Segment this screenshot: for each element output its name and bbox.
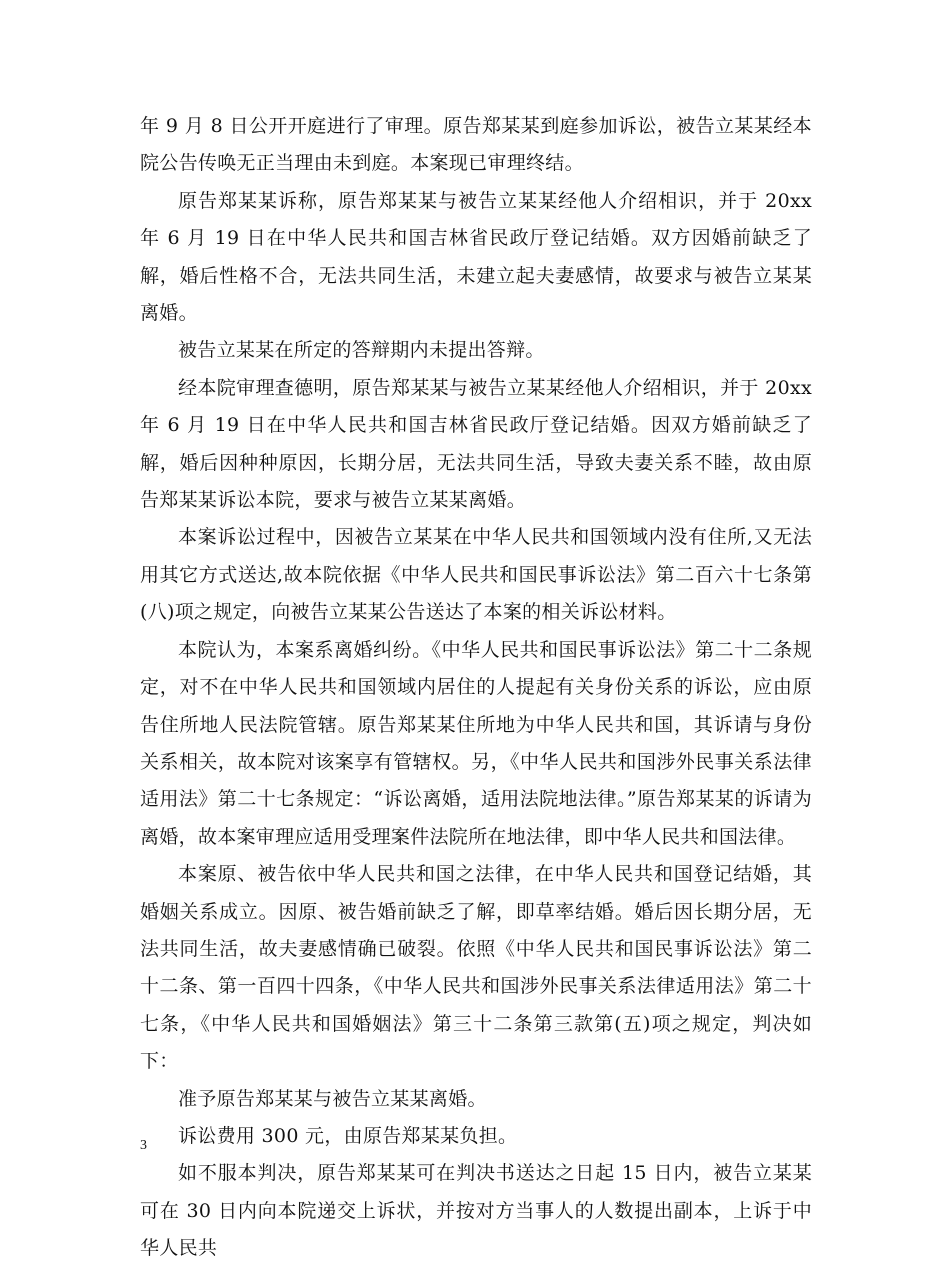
paragraph-legal-basis: 本案原、被告依中华人民共和国之法律，在中华人民共和国登记结婚，其婚姻关系成立。因原、被告婚前缺乏了解，即草率结婚。婚后因长期分居，无法共同生活，故夫妻感情确已破裂。依照《中华人民共和国民事诉讼法》第二十二条、第一百四十四条，《中华人民共和国涉外民事关系法律适用法》第二十七条，《中华人民共和国婚姻法》第三十二条第三款第(五)项之规定，判决如下： [140,863,812,1073]
paragraph-plaintiff-claim: 原告郑某某诉称，原告郑某某与被告立某某经他人介绍相识，并于 20xx 年 6 月 19 日在中华人民共和国吉林省民政厅登记结婚。双方因婚前缺乏了解，婚后性格不合，无法共同生活，未建立起夫妻感情，故要求与被告立某某离婚。 [140,189,812,325]
paragraph-hearing: 年 9 月 8 日公开开庭进行了审理。原告郑某某到庭参加诉讼，被告立某某经本院公告传唤无正当理由未到庭。本案现已审理终结。 [140,115,812,175]
paragraph-court-opinion: 本院认为，本案系离婚纠纷。《中华人民共和国民事诉讼法》第二十二条规定，对不在中华人民共和国领域内居住的人提起有关身份关系的诉讼，应由原告住所地人民法院管辖。原告郑某某住所地为中华人民共和国，其诉请与身份关系相关，故本院对该案享有管辖权。另，《中华人民共和国涉外民事关系法律适用法》第二十七条规定：“诉讼离婚，适用法院地法律。”原告郑某某的诉请为离婚，故本案审理应适用受理案件法院所在地法律，即中华人民共和国法律。 [140,638,812,848]
paragraph-litigation-fee: 诉讼费用 300 元，由原告郑某某负担。 [178,1124,518,1147]
paragraph-appeal-notice: 如不服本判决，原告郑某某可在判决书送达之日起 15 日内，被告立某某可在 30 日内向本院递交上诉状，并按对方当事人的人数提出副本，上诉于中华人民共 [140,1162,812,1260]
paragraph-court-findings: 经本院审理查德明，原告郑某某与被告立某某经他人介绍相识，并于 20xx 年 6 月 19 日在中华人民共和国吉林省民政厅登记结婚。因双方婚前缺乏了解，婚后因种种原因，长期分居，无法共同生活，导致夫妻关系不睦，故由原告郑某某诉讼本院，要求与被告立某某离婚。 [140,376,812,512]
paragraph-defendant-no-reply: 被告立某某在所定的答辩期内未提出答辩。 [178,339,545,362]
paragraph-divorce-granted: 准予原告郑某某与被告立某某离婚。 [178,1087,487,1110]
document-body [140,108,812,1268]
page-number: 3 [140,1138,147,1153]
paragraph-service-by-notice: 本案诉讼过程中，因被告立某某在中华人民共和国领域内没有住所,又无法用其它方式送达,故本院依据《中华人民共和国民事诉讼法》第二百六十七条第(八)项之规定，向被告立某某公告送达了本案的相关诉讼材料。 [140,526,812,624]
